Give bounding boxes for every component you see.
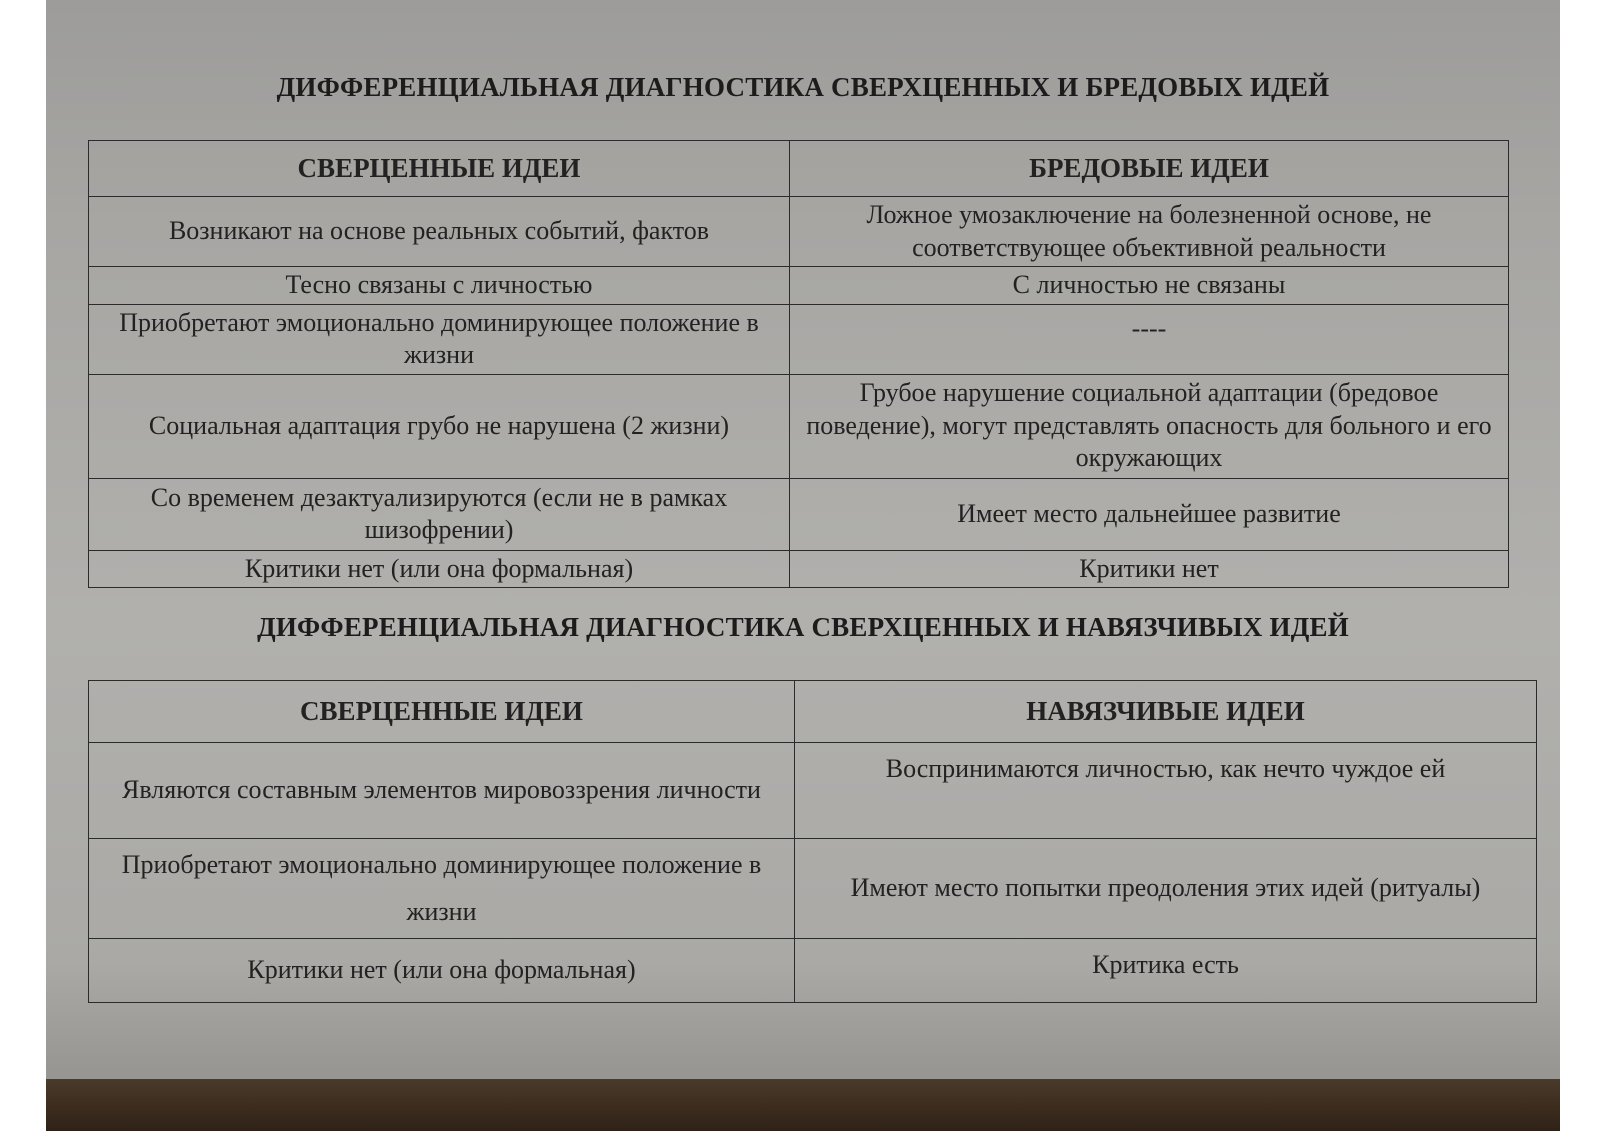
column-header-obsessive: НАВЯЗЧИВЫЕ ИДЕИ: [795, 681, 1537, 743]
section-2-title: ДИФФЕРЕНЦИАЛЬНАЯ ДИАГНОСТИКА СВЕРХЦЕННЫХ И НАВЯЗЧИВЫХ ИДЕЙ: [257, 612, 1349, 642]
table-row: [89, 267, 1509, 305]
table-row: [89, 304, 1509, 374]
section-1-title: ДИФФЕРЕНЦИАЛЬНАЯ ДИАГНОСТИКА СВЕРХЦЕННЫХ И БРЕДОВЫХ ИДЕЙ: [276, 72, 1330, 102]
table-row: [89, 839, 1537, 939]
table-row: [89, 478, 1509, 550]
table-cell: Критики нет: [790, 550, 1509, 588]
overvalued-vs-obsessive-table: [88, 680, 1537, 1003]
desk-edge: [46, 1079, 1560, 1131]
table-cell: Возникают на основе реальных событий, фактов: [89, 197, 790, 267]
table-row: [89, 743, 1537, 839]
table-row: [89, 197, 1509, 267]
table-cell: Критика есть: [795, 939, 1537, 1003]
table-cell: Ложное умозаключение на болезненной основе, не соответствующее объективной реальности: [790, 197, 1509, 267]
table-cell: Грубое нарушение социальной адаптации (бредовое поведение), могут представлять опасность для больного и его окружающих: [790, 374, 1509, 478]
table-header-row: [89, 141, 1509, 197]
table-cell: С личностью не связаны: [790, 267, 1509, 305]
table-cell: ----: [790, 304, 1509, 374]
column-header-delusional: БРЕДОВЫЕ ИДЕИ: [790, 141, 1509, 197]
table-cell: Приобретают эмоционально доминирующее положение в жизни: [89, 839, 795, 939]
overvalued-vs-delusional-table: [88, 140, 1509, 588]
table-cell: Тесно связаны с личностью: [89, 267, 790, 305]
table-cell: Со временем дезактуализируются (если не в рамках шизофрении): [89, 478, 790, 550]
table-row: [89, 550, 1509, 588]
column-header-overvalued: СВЕРЦЕННЫЕ ИДЕИ: [89, 141, 790, 197]
table-cell: Критики нет (или она формальная): [89, 550, 790, 588]
table-cell: Социальная адаптация грубо не нарушена (2 жизни): [89, 374, 790, 478]
table-cell: Имеет место дальнейшее развитие: [790, 478, 1509, 550]
table-cell: Воспринимаются личностью, как нечто чуждое ей: [795, 743, 1537, 839]
table-header-row: [89, 681, 1537, 743]
table-row: [89, 939, 1537, 1003]
table-cell: Приобретают эмоционально доминирующее положение в жизни: [89, 304, 790, 374]
table-row: [89, 374, 1509, 478]
table-cell: Критики нет (или она формальная): [89, 939, 795, 1003]
document-photo: [46, 0, 1560, 1131]
column-header-overvalued: СВЕРЦЕННЫЕ ИДЕИ: [89, 681, 795, 743]
table-cell: Являются составным элементов мировоззрения личности: [89, 743, 795, 839]
table-cell: Имеют место попытки преодоления этих идей (ритуалы): [795, 839, 1537, 939]
